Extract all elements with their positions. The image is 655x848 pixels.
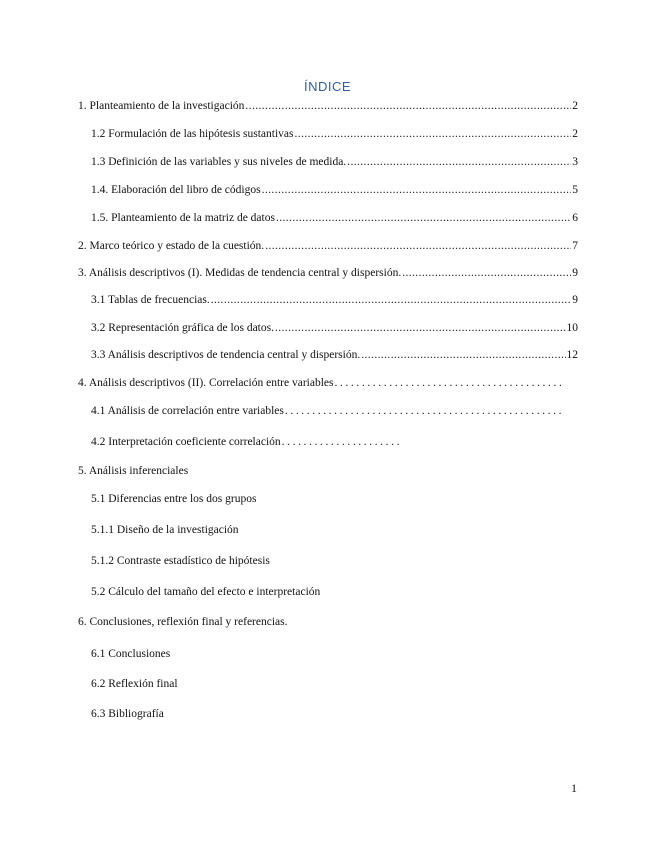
dot-leader	[334, 376, 565, 390]
toc-entry-6[interactable]	[78, 615, 287, 629]
toc-entry-label: 5.1.2 Contraste estadístico de hipótesis	[91, 555, 270, 567]
toc-entry-page: 7	[572, 240, 578, 252]
dot-leader	[361, 348, 565, 362]
toc-entry-label: 5.1.1 Diseño de la investigación	[91, 524, 239, 536]
dot-leader	[285, 404, 562, 418]
toc-entry-1[interactable]	[78, 99, 578, 113]
toc-entry-label: 3.3 Análisis descriptivos de tendencia central y dispersión.	[91, 349, 361, 361]
toc-entry-6-2[interactable]	[91, 677, 178, 691]
toc-entry-6-1[interactable]	[91, 647, 170, 661]
toc-entry-page: 6	[572, 212, 578, 224]
toc-entry-page: 9	[572, 294, 578, 306]
toc-entry-label: 5.1 Diferencias entre los dos grupos	[91, 493, 257, 505]
toc-entry-1-4[interactable]	[91, 183, 578, 197]
dot-leader	[282, 435, 402, 449]
toc-entry-label: 1. Planteamiento de la investigación	[78, 100, 245, 112]
toc-entry-4[interactable]	[78, 376, 566, 390]
toc-entry-label: 1.3 Definición de las variables y sus niveles de medida.	[91, 156, 347, 168]
toc-entry-1-5[interactable]	[91, 211, 578, 225]
toc-entry-5[interactable]	[78, 464, 188, 478]
toc-entry-3[interactable]	[78, 266, 578, 280]
toc-entry-5-1-2[interactable]	[91, 554, 270, 568]
toc-entry-page: 2	[572, 128, 578, 140]
toc-entry-label: 2. Marco teórico y estado de la cuestión.	[78, 240, 265, 252]
toc-entry-3-2[interactable]	[91, 321, 578, 335]
toc-entry-1-2[interactable]	[91, 127, 578, 141]
toc-entry-6-3[interactable]	[91, 707, 164, 721]
toc-entry-5-1-1[interactable]	[91, 523, 239, 537]
toc-entry-label: 6.3 Bibliografía	[91, 708, 164, 720]
toc-entry-label: 5. Análisis inferenciales	[78, 465, 189, 477]
toc-entry-page: 12	[566, 349, 578, 361]
toc-entry-page: 3	[572, 156, 578, 168]
toc-entry-label: 1.4. Elaboración del libro de códigos	[91, 184, 261, 196]
toc-entry-label: 3.1 Tablas de frecuencias.	[91, 294, 210, 306]
page-number: 1	[571, 781, 577, 795]
dot-leader	[402, 266, 571, 280]
toc-entry-2[interactable]	[78, 239, 578, 253]
toc-entry-label: 6.2 Reflexión final	[91, 678, 178, 690]
toc-entry-4-2[interactable]	[91, 435, 403, 449]
toc-entry-1-3[interactable]	[91, 155, 578, 169]
dot-leader	[262, 183, 572, 197]
toc-entry-5-2[interactable]	[91, 585, 320, 599]
toc-entry-page: 5	[572, 184, 578, 196]
toc-entry-3-3[interactable]	[91, 348, 578, 362]
toc-entry-3-1[interactable]	[91, 293, 578, 307]
toc-entry-page: 9	[572, 267, 578, 279]
dot-leader	[276, 211, 571, 225]
dot-leader	[265, 239, 571, 253]
toc-entry-label: 4.1 Análisis de correlación entre variables	[91, 405, 284, 417]
toc-entry-4-1[interactable]	[91, 404, 563, 418]
toc-entry-label: 6.1 Conclusiones	[91, 648, 171, 660]
dot-leader	[245, 99, 571, 113]
dot-leader	[275, 321, 566, 335]
toc-entry-label: 5.2 Cálculo del tamaño del efecto e interpretación	[91, 586, 321, 598]
toc-entry-label: 4.2 Interpretación coeficiente correlación	[91, 436, 281, 448]
toc-entry-label: 3.2 Representación gráfica de los datos.	[91, 322, 274, 334]
dot-leader	[211, 293, 572, 307]
toc-entry-label: 1.5. Planteamiento de la matriz de datos	[91, 212, 275, 224]
toc-entry-page: 10	[566, 322, 578, 334]
toc-entry-label: 4. Análisis descriptivos (II). Correlación entre variables	[78, 377, 334, 389]
toc-entry-label: 1.2 Formulación de las hipótesis sustantivas	[91, 128, 294, 140]
toc-title: ÍNDICE	[303, 79, 352, 94]
toc-entry-page: 2	[572, 100, 578, 112]
toc-entry-label: 3. Análisis descriptivos (I). Medidas de tendencia central y dispersión.	[78, 267, 402, 279]
toc-entry-5-1[interactable]	[91, 492, 256, 506]
dot-leader	[347, 155, 571, 169]
dot-leader	[295, 127, 572, 141]
toc-entry-label: 6. Conclusiones, reflexión final y referencias.	[78, 616, 288, 628]
